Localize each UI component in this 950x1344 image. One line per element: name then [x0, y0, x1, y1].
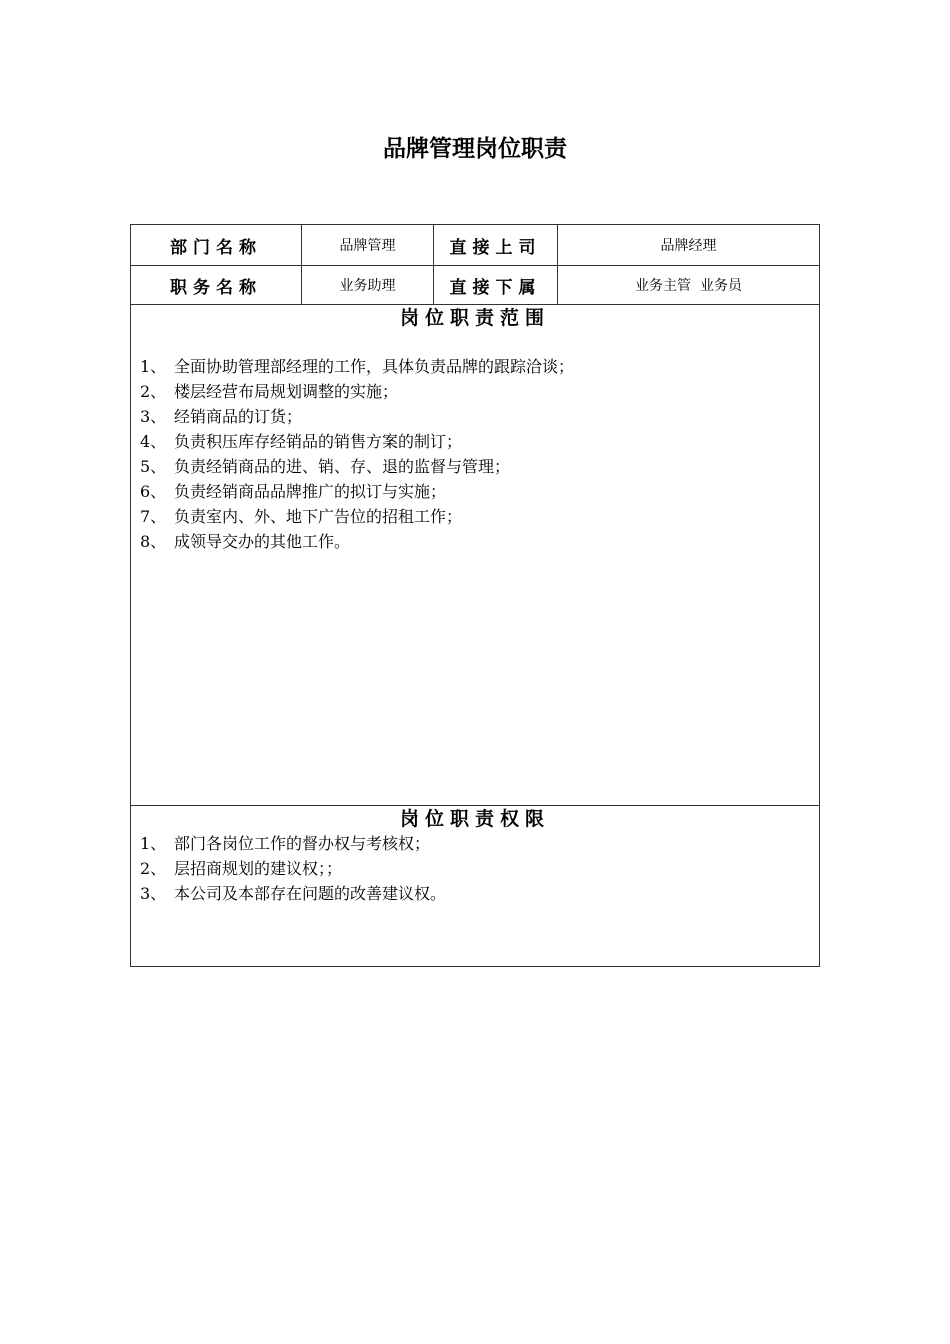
item-number: 6、	[140, 482, 167, 501]
item-text: 负责经销商品品牌推广的拟订与实施；	[174, 482, 447, 501]
item-text: 部门各岗位工作的督办权与考核权；	[174, 834, 431, 853]
item-number: 1、	[140, 834, 167, 853]
direct-superior-label: 直接上司	[449, 237, 542, 258]
item-number: 2、	[140, 859, 167, 878]
list-item	[140, 529, 574, 554]
scope-section-title: 岗位职责范围	[399, 307, 550, 329]
item-text: 楼层经营布局规划调整的实施；	[174, 382, 399, 401]
item-number: 3、	[140, 884, 167, 903]
scope-list	[140, 354, 574, 554]
item-text: 全面协助管理部经理的工作，具体负责品牌的跟踪洽谈；	[174, 357, 575, 376]
list-item	[140, 404, 574, 429]
item-text: 成领导交办的其他工作。	[174, 532, 351, 551]
item-number: 8、	[140, 532, 167, 551]
direct-subordinate-label: 直接下属	[449, 277, 542, 298]
item-text: 负责室内、外、地下广告位的招租工作；	[174, 507, 463, 526]
responsibility-table	[130, 224, 820, 967]
direct-subordinate-value: 业务主管 业务员	[635, 278, 742, 294]
list-item	[140, 379, 574, 404]
list-item	[140, 429, 574, 454]
dept-name-value: 品牌管理	[339, 238, 396, 254]
direct-superior-value: 品牌经理	[660, 238, 717, 254]
position-name-label: 职务名称	[170, 277, 262, 298]
item-text: 负责积压库存经销品的销售方案的制订；	[174, 432, 463, 451]
list-item	[140, 856, 446, 881]
item-number: 5、	[140, 457, 167, 476]
page-title: 品牌管理岗位职责	[383, 136, 567, 162]
position-name-value: 业务助理	[339, 278, 396, 294]
dept-name-label: 部门名称	[170, 237, 262, 258]
item-text: 经销商品的订货；	[174, 407, 303, 426]
list-item	[140, 504, 574, 529]
item-text: 本公司及本部存在问题的改善建议权。	[174, 884, 447, 903]
item-number: 2、	[140, 382, 167, 401]
item-number: 4、	[140, 432, 167, 451]
list-item	[140, 354, 574, 379]
item-text: 层招商规划的建议权；；	[174, 859, 343, 878]
list-item	[140, 831, 446, 856]
authority-list	[140, 831, 446, 906]
list-item	[140, 479, 574, 504]
list-item	[140, 454, 574, 479]
item-number: 1、	[140, 357, 167, 376]
authority-section-title: 岗位职责权限	[399, 808, 550, 830]
list-item	[140, 881, 446, 906]
item-number: 3、	[140, 407, 167, 426]
item-text: 负责经销商品的进、销、存、退的监督与管理；	[174, 457, 511, 476]
item-number: 7、	[140, 507, 167, 526]
